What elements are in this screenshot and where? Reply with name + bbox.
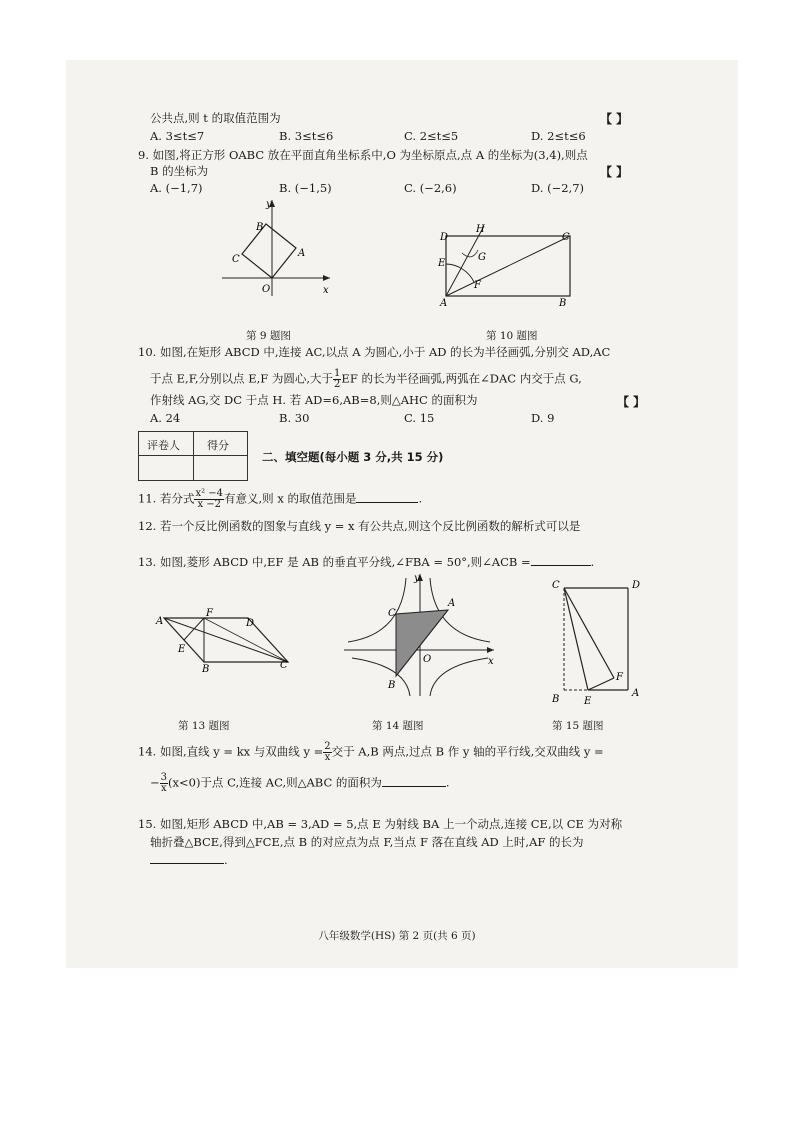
fig15-label-e: E [584, 696, 592, 707]
q14-fraction-2: $\frac{3}{x}$ [160, 772, 168, 794]
page-footer: 八年级数学(HS) 第 2 页(共 6 页) [318, 930, 476, 942]
q15-answer-blank[interactable] [150, 863, 224, 864]
fig15-label-c: C [552, 580, 560, 591]
fig10-label-h: H [476, 224, 485, 235]
exam-page [66, 60, 738, 968]
section-2-title: 二、填空题(每小题 3 分,共 15 分) [262, 450, 444, 464]
figure-15-caption: 第 15 题图 [552, 720, 604, 732]
q14-answer-blank[interactable] [382, 786, 446, 787]
q11-fraction: $\frac{\text{x² −4}}{x -2}$ [195, 488, 224, 510]
fig13-label-b: B [202, 664, 210, 674]
fig10-label-e: E [438, 258, 446, 269]
q10-line2: 于点 E,F,分别以点 E,F 为圆心,大于 $\frac{1}{2}$ EF 的长为半径画弧,两弧在∠DAC 内交于点 G, [150, 368, 582, 390]
fig10-label-c: C [562, 232, 570, 243]
figure-13-diagram [154, 606, 296, 674]
fig15-label-b: B [552, 694, 560, 705]
q15-answer-line: . [150, 853, 228, 867]
fig9-label-o: O [262, 284, 271, 295]
q9-option-d: D. (−2,7) [531, 181, 585, 195]
fig14-label-c: C [388, 608, 396, 619]
q11-text: 11. 若分式 $\frac{\text{x² −4}}{x -2}$ 有意义,则 x 的取值范围是 . [138, 488, 423, 510]
score-box [138, 431, 248, 481]
q14-fraction-1: $\frac{2}{x}$ [324, 741, 331, 763]
figure-14-diagram [344, 572, 500, 700]
fig9-label-y: y [266, 199, 272, 210]
figure-14-caption: 第 14 题图 [372, 720, 424, 732]
fig14-label-b: B [388, 680, 396, 691]
fig13-label-f: F [206, 608, 213, 619]
fig9-label-x: x [323, 285, 329, 296]
q10-option-d: D. 9 [531, 411, 555, 425]
q10-option-a: A. 24 [150, 411, 181, 425]
q9-option-b: B. (−1,5) [279, 181, 332, 195]
fig13-label-c: C [280, 660, 288, 671]
fig10-label-b: B [559, 298, 567, 308]
fig9-label-a: A [298, 248, 306, 259]
fig13-label-a: A [156, 616, 164, 627]
q14-line2: − $\frac{3}{x}$ (x<0)于点 C,连接 AC,则△ABC 的面积为 . [150, 772, 450, 794]
fig14-label-a: A [448, 598, 456, 609]
q14-line1: 14. 如图,直线 y = kx 与双曲线 y = $\frac{2}{x}$ 交于 A,B 两点,过点 B 作 y 轴的平行线,交双曲线 y = [138, 741, 604, 763]
fig13-label-e: E [178, 644, 186, 655]
fig13-label-d: D [246, 618, 255, 629]
fig14-label-y: y [414, 573, 420, 584]
q10-option-c: C. 15 [404, 411, 435, 425]
q9-line2: B 的坐标为 [150, 164, 209, 178]
fig9-label-b: B [256, 222, 264, 233]
q8-stem: 公共点,则 t 的取值范围为 [150, 111, 281, 125]
figure-10-caption: 第 10 题图 [486, 330, 538, 342]
q13-text: 13. 如图,菱形 ABCD 中,EF 是 AB 的垂直平分线,∠FBA = 50°,则∠ACB = . [138, 555, 595, 569]
q9-line1: 9. 如图,将正方形 OABC 放在平面直角坐标系中,O 为坐标原点,点 A 的坐标为(3,4),则点 [138, 148, 588, 162]
q9-option-a: A. (−1,7) [150, 181, 203, 195]
fig9-label-c: C [232, 254, 240, 265]
figure-9-caption: 第 9 题图 [246, 330, 291, 342]
q8-option-b: B. 3≤t≤6 [279, 129, 334, 143]
q13-answer-blank[interactable] [531, 565, 591, 566]
fig15-label-f: F [616, 672, 623, 683]
figure-15-diagram [548, 574, 644, 708]
q8-option-a: A. 3≤t≤7 [150, 129, 205, 143]
q10-option-b: B. 30 [279, 411, 310, 425]
q11-answer-blank[interactable] [356, 502, 418, 503]
q15-line2: 轴折叠△BCE,得到△FCE,点 B 的对应点为点 F,当点 F 落在直线 AD 上时,AF 的长为 [150, 835, 584, 849]
figure-9-diagram [222, 196, 340, 298]
fig10-label-f: F [474, 280, 481, 291]
q12-text: 12. 若一个反比例函数的图象与直线 y = x 有公共点,则这个反比例函数的解析式可以是 [138, 519, 581, 533]
figure-13-caption: 第 13 题图 [178, 720, 230, 732]
q8-answer-bracket: 【 】 [600, 112, 629, 126]
q10-line3: 作射线 AG,交 DC 于点 H. 若 AD=6,AB=8,则△AHC 的面积为 [150, 393, 478, 407]
fig10-label-a: A [440, 298, 448, 308]
fig10-label-d: D [440, 232, 449, 243]
fig15-label-a: A [632, 688, 640, 699]
q10-answer-bracket: 【 】 [617, 395, 646, 409]
q10-line1: 10. 如图,在矩形 ABCD 中,连接 AC,以点 A 为圆心,小于 AD 的长为半径画弧,分别交 AD,AC [138, 345, 611, 359]
fig15-label-d: D [632, 580, 641, 591]
q8-option-c: C. 2≤t≤5 [404, 129, 459, 143]
fig14-label-x: x [488, 656, 494, 667]
fig14-label-o: O [423, 654, 432, 665]
q10-fraction: $\frac{1}{2}$ [334, 368, 341, 390]
score-box-reviewer-label: 评卷人 [147, 439, 180, 452]
fig10-label-g: G [478, 252, 486, 263]
score-box-score-label: 得分 [207, 439, 229, 452]
q8-option-d: D. 2≤t≤6 [531, 129, 586, 143]
q15-line1: 15. 如图,矩形 ABCD 中,AB = 3,AD = 5,点 E 为射线 BA 上一个动点,连接 CE,以 CE 为对称 [138, 817, 623, 831]
q9-answer-bracket: 【 】 [600, 165, 629, 179]
figure-10-diagram [432, 220, 582, 308]
q9-option-c: C. (−2,6) [404, 181, 457, 195]
